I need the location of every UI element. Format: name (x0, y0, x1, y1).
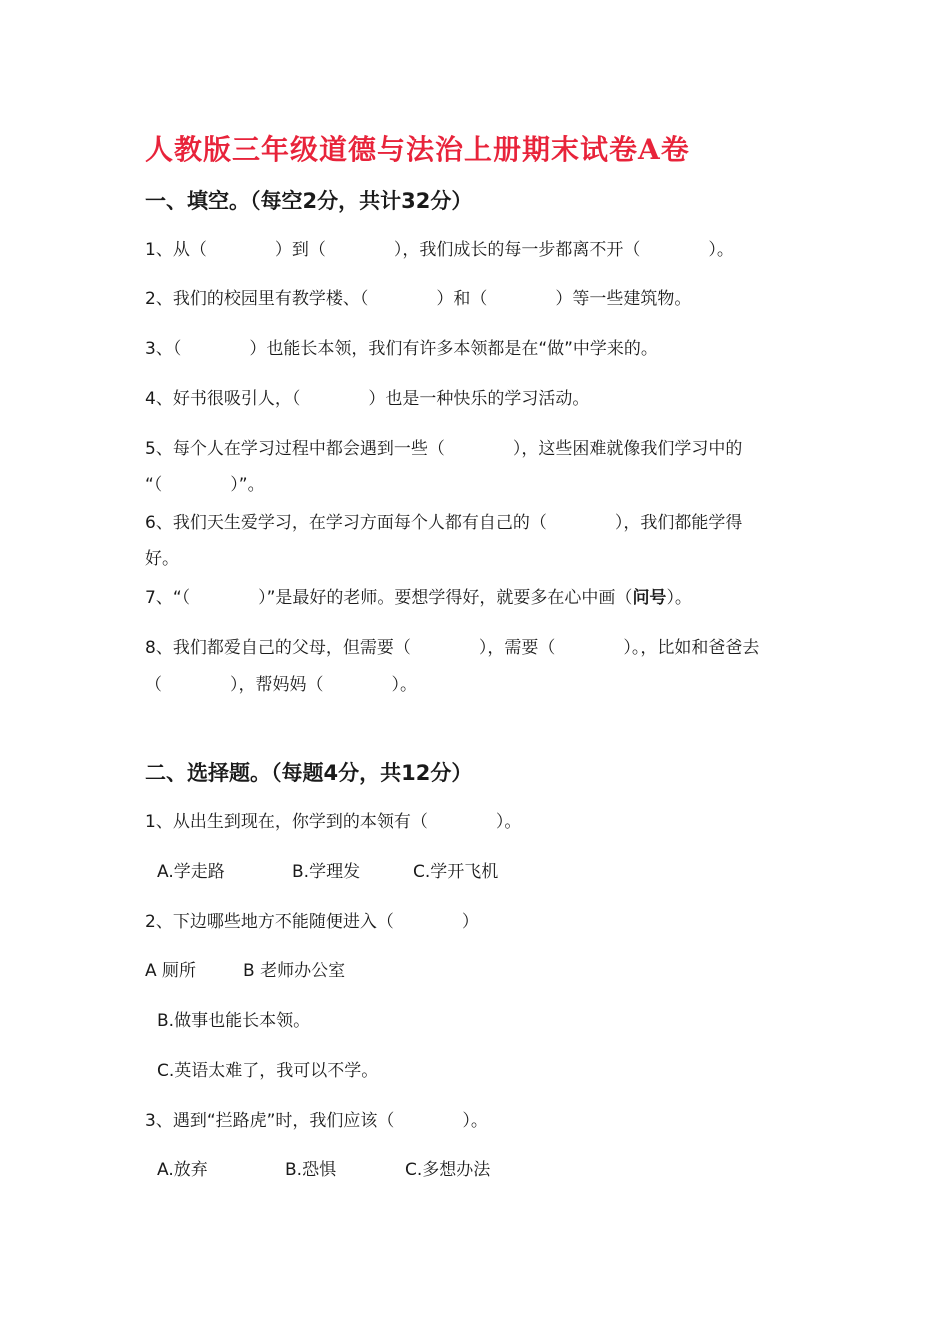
question-2-1: 1、从出生到现在，你学到的本领有（ ）。 (145, 812, 522, 832)
page-title: 人教版三年级道德与法治上册期末试卷A卷 (145, 133, 690, 166)
question-1-5-line1: 5、每个人在学习过程中都会遇到一些（ ），这些困难就像我们学习中的 (145, 439, 743, 459)
question-1-7-bold: 问号 (632, 588, 667, 608)
option-a: A.学走路 (157, 862, 225, 882)
question-1-5-line2: “（ ）”。 (145, 475, 265, 495)
question-1-4: 4、好书很吸引人，（ ）也是一种快乐的学习活动。 (145, 389, 590, 409)
option-c: C.学开飞机 (413, 862, 499, 882)
question-1-7 (145, 585, 692, 611)
section-2-heading: 二、选择题。（每题4分，共12分） (145, 761, 473, 785)
option-b: B.恐惧 (285, 1160, 337, 1180)
question-2-3: 3、遇到“拦路虎”时，我们应该（ ）。 (145, 1111, 488, 1131)
option-b: B.学理发 (292, 862, 361, 882)
section-1-heading: 一、填空。（每空2分，共计32分） (145, 189, 473, 213)
question-2-2-extra-2: C.英语太难了，我可以不学。 (157, 1061, 379, 1081)
question-1-6-line1: 6、我们天生爱学习，在学习方面每个人都有自己的（ ），我们都能学得 (145, 513, 743, 533)
question-2-2: 2、下边哪些地方不能随便进入（ ） (145, 912, 479, 932)
question-1-7-text: 7、“（ ）”是最好的老师。要想学得好，就要多在心中画（ (145, 588, 633, 608)
question-1-3: 3、（ ）也能长本领，我们有许多本领都是在“做”中学来的。 (145, 339, 658, 359)
question-1-7-end: ）。 (666, 588, 692, 608)
option-a: A.放弃 (157, 1160, 208, 1180)
question-1-8-line1: 8、我们都爱自己的父母，但需要（ ），需要（ ）。，比如和爸爸去 (145, 638, 760, 658)
question-1-1: 1、从（ ）到（ ），我们成长的每一步都离不开（ ）。 (145, 240, 734, 260)
question-2-2-extra-1: B.做事也能长本领。 (157, 1011, 311, 1031)
option-c: C.多想办法 (405, 1160, 491, 1180)
option-a: A 厕所 (145, 961, 197, 981)
question-1-2: 2、我们的校园里有教学楼、（ ）和（ ）等一些建筑物。 (145, 289, 692, 309)
question-1-8-line2: （ ），帮妈妈（ ）。 (145, 675, 417, 695)
option-b: B 老师办公室 (243, 961, 346, 981)
question-1-6-line2: 好。 (145, 549, 179, 569)
